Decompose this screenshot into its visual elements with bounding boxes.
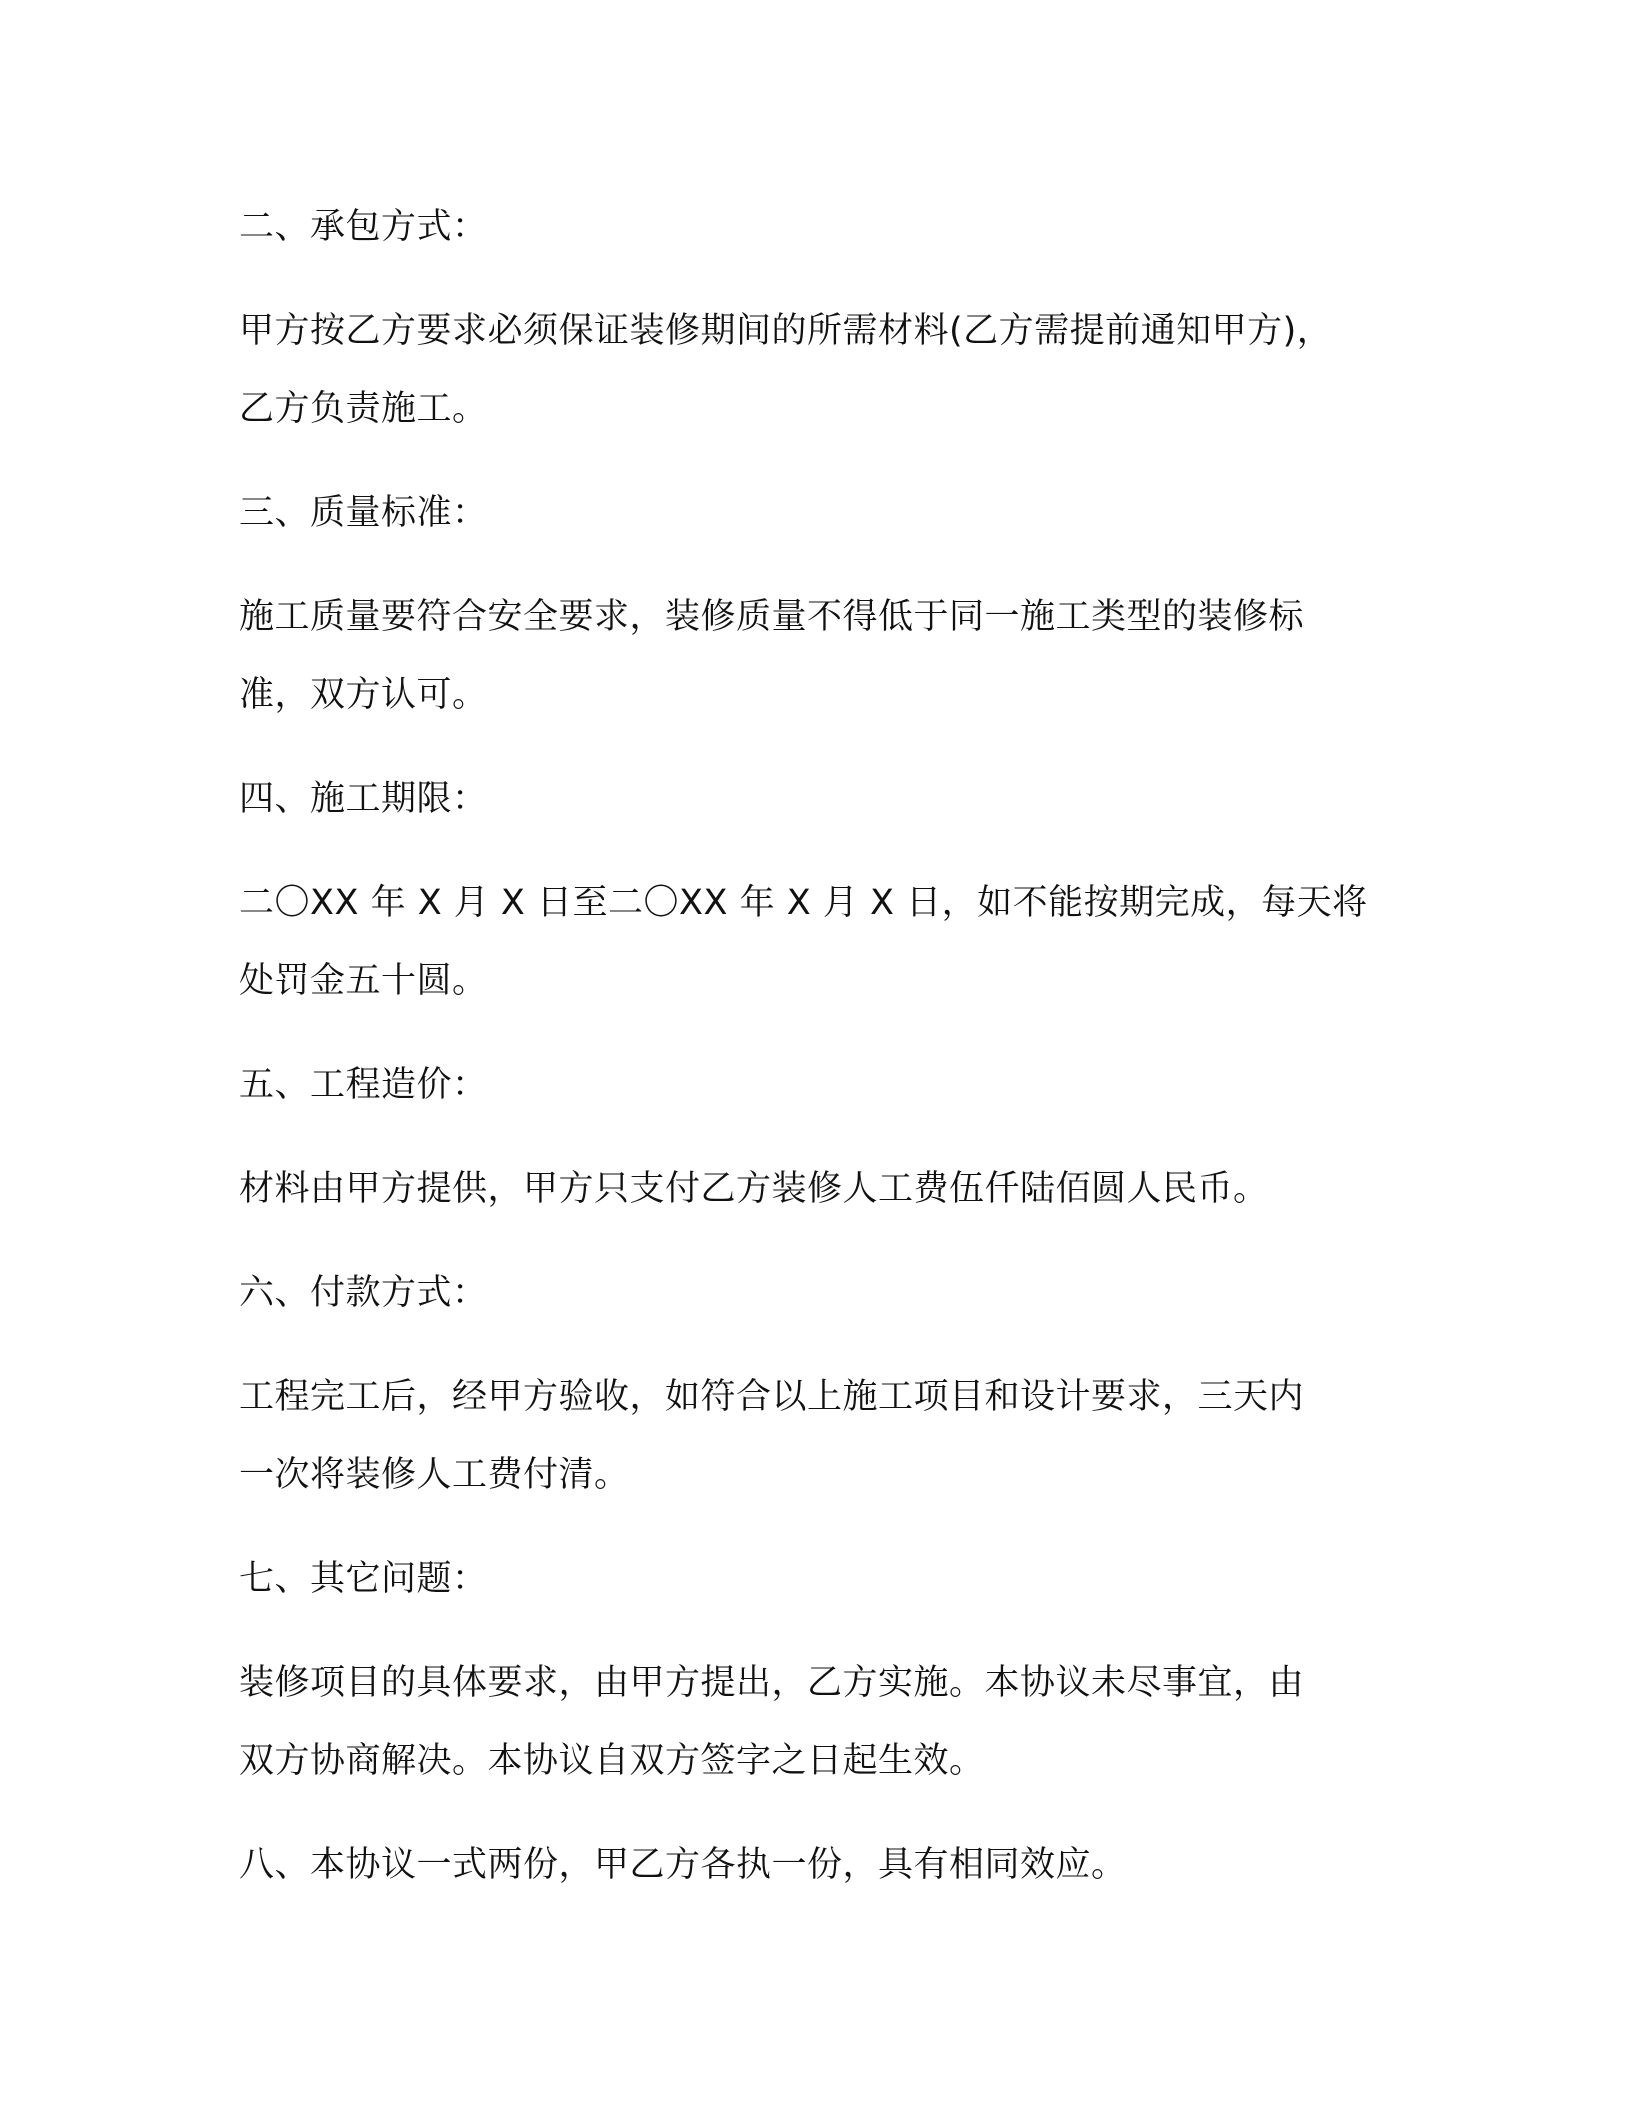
- section-body-5: [239, 1150, 1369, 1228]
- section-heading-6: 六、付款方式：: [239, 1273, 488, 1313]
- text-line: 双方协商解决。本协议自双方签字之日起生效。: [239, 1741, 985, 1781]
- section-body-6: [239, 1358, 1369, 1514]
- text-line: 处罚金五十圆。: [239, 961, 488, 1001]
- section-body-2: [239, 292, 1369, 448]
- section-heading-5: 五、工程造价：: [239, 1065, 488, 1105]
- document-body: [239, 188, 1369, 1930]
- text-line: 二〇XX 年 X 月 X 日至二〇XX 年 X 月 X 日，如不能按期完成，每天将: [239, 883, 1368, 923]
- section-body-7: [239, 1644, 1369, 1800]
- text-line: 工程完工后，经甲方验收，如符合以上施工项目和设计要求，三天内: [239, 1377, 1305, 1417]
- text-line: 装修项目的具体要求，由甲方提出，乙方实施。本协议未尽事宜，由: [239, 1663, 1305, 1703]
- text-line: 一次将装修人工费付清。: [239, 1455, 630, 1495]
- section-body-3: [239, 578, 1369, 734]
- section-heading-7: 七、其它问题：: [239, 1559, 488, 1599]
- text-line: 甲方按乙方要求必须保证装修期间的所需材料(乙方需提前通知甲方)，: [239, 311, 1333, 351]
- text-line: 施工质量要符合安全要求，装修质量不得低于同一施工类型的装修标: [239, 597, 1305, 637]
- final-clause: 八、本协议一式两份，甲乙方各执一份，具有相同效应。: [239, 1845, 1127, 1885]
- section-heading-4: 四、施工期限：: [239, 779, 488, 819]
- section-heading-2: 二、承包方式：: [239, 207, 488, 247]
- section-heading-3: 三、质量标准：: [239, 493, 488, 533]
- text-line: 乙方负责施工。: [239, 389, 488, 429]
- section-body-4: [239, 864, 1369, 1020]
- text-line: 材料由甲方提供，甲方只支付乙方装修人工费伍仟陆佰圆人民币。: [239, 1169, 1269, 1209]
- text-line: 准，双方认可。: [239, 675, 488, 715]
